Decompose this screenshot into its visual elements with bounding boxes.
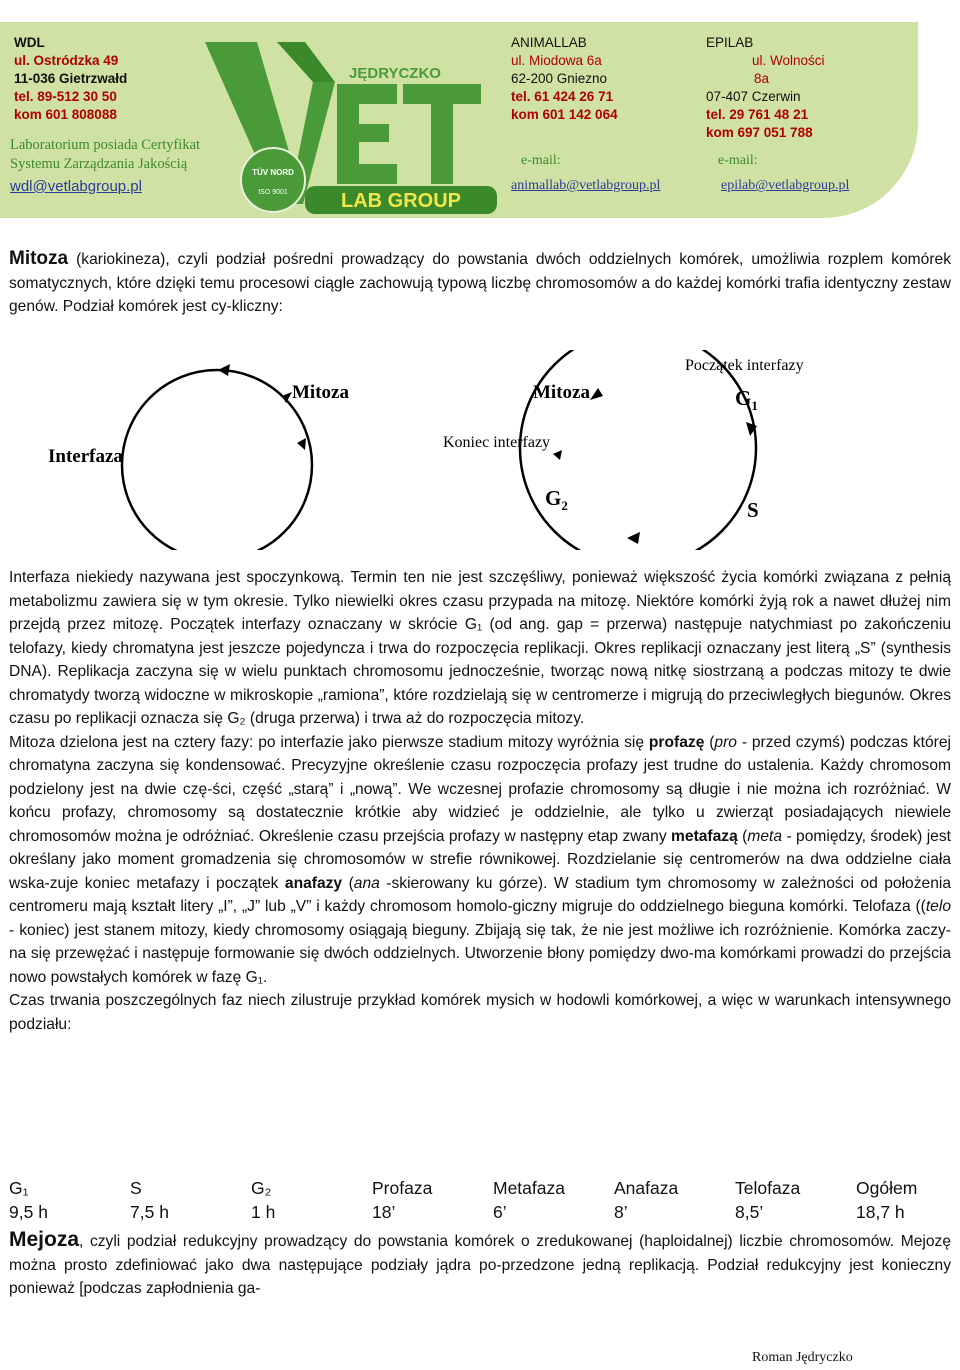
animallab-email-link[interactable]: animallab@vetlabgroup.pl: [511, 178, 661, 193]
paragraph-durations-intro: Czas trwania poszczególnych faz niech zilustruje przykład komórek mysich w hodowli komórkowej, a więc w warunkach intensywnego podziału:: [9, 992, 951, 1033]
logo-e-bottom: [337, 164, 397, 184]
phase-header: Metafaza: [493, 1178, 565, 1198]
left-arrow-top: [218, 364, 230, 376]
cert-line-1: Laboratorium posiada Certyfikat: [10, 137, 201, 153]
phase-header: G₂: [251, 1178, 272, 1198]
intro-text: (kariokineza), czyli podział pośredni prowadzący do powstania dwóch oddzielnych komórek, umożliwia rozplem komórek somatycznych, które dzięki temu procesowi ciągle zachowują typową liczbę chromosomów a do każdej komórki trafia identyczny zestaw genów. Podział komórek jest cy-kliczny:: [9, 251, 951, 315]
term-profaza: profazę: [648, 733, 705, 751]
phase-value: 6’: [493, 1202, 507, 1222]
wdl-email-link[interactable]: wdl@vetlabgroup.pl: [10, 178, 142, 195]
logo-t-stem: [431, 84, 453, 184]
epilab-street-number: 8a: [754, 71, 770, 86]
phase-value: 8’: [614, 1202, 628, 1222]
meiosis-paragraph: [9, 1228, 951, 1301]
term-metafaza: metafazą: [671, 827, 738, 845]
phase-header-row: [9, 1176, 960, 1200]
phase-header: Anafaza: [614, 1178, 679, 1198]
phase-duration-table: [9, 1176, 960, 1224]
animallab-street: ul. Miodowa 6a: [511, 53, 602, 68]
animallab-tel: tel. 61 424 26 71: [511, 89, 614, 104]
cert-line-2: Systemu Zarządzania Jakością: [10, 156, 188, 172]
logo-e-top: [337, 84, 397, 104]
left-arrow-right-lower: [297, 438, 306, 450]
right-arrow-mitoza: [590, 388, 603, 400]
tuv-badge-sub: ISO 9001: [258, 189, 288, 196]
term-anafaza: anafazy: [284, 874, 343, 892]
logo-brand-top: JĘDRYCZKO: [349, 65, 441, 82]
paragraph-mitosis-phases: Mitoza dzielona jest na cztery fazy: po interfazie jako pierwsze stadium mitozy wyróżnia się profazę (pro - przed czymś) podczas której chromatyna zaczyna się kondensować. Precyzyjne określenie czasu rozpoczęcia profazy jest trudne do ustalenia. Każdy chromosom podzielony jest na dwie czę-ści, część „starą” i „nową”. We wczesnej profazie chromosomy są długie i nie można ich rozróżniać. W końcu profazy, chromosomy są dostatecznie krótkie aby widzieć je oddzielnie, ale tylko u zwierząt posiadających niewiele chromosomów można je odróżniać. Określenie czasu przejścia profazy w następny etap zwany metafazą (meta - pomiędzy, środek) jest określany jako moment gromadzenia się chromosomów w strefie równikowej. Rozdzielanie się centromerów na dwa oddzielne ciała wska-zuje koniec metafazy i początek anafazy (ana -skierowany ku górze). W stadium tym chromosomy w zależności od położenia centromeru mają kształt litery „I”, „J” lub „V” i każdy chromosom homolo-giczny migruje do oddzielnego bieguna komórki. Telofaza ((telo - koniec) jest stanem mitozy, kiedy chromosomy osiągają bieguny. Zbijają się tak, że nie jest możliwe ich rozróżnienie. Komórka zaczy-na się przewężać i następuje formowanie się dwóch oddzielnych. Utworzenie błony pomiędzy dwo-ma komórkami prowadzi do przejścia nowo powstałych komórek w fazę G₁.: [9, 733, 952, 986]
phase-value: 1 h: [251, 1202, 276, 1222]
right-arrow-bottom: [627, 532, 640, 544]
diagram-label-interfaza: Interfaza: [48, 446, 123, 467]
wdl-kom: kom 601 808088: [14, 107, 117, 122]
wdl-tel: tel. 89-512 30 50: [14, 89, 117, 104]
epilab-email-label: e-mail:: [718, 153, 758, 168]
term-mitoza: Mitoza: [9, 248, 69, 269]
epilab-city: 07-407 Czerwin: [706, 89, 801, 104]
phase-header: G₁: [9, 1178, 29, 1198]
diagram-label-g2: $G_2$: [545, 486, 568, 513]
paragraph-interfaza: Interfaza niekiedy nazywana jest spoczynkową. Termin ten nie jest szczęśliwy, ponieważ większość życia komórki związana z pełnią metabolizmu zawiera się w tym okresie. Tylko niewielki okres czasu przypada na mitozę. Niektóre komórki żyją rok a nawet dłużej nim przejdą przez mitozę. Początek interfazy oznaczany w skrócie G₁ (od ang. gap = przerwa) następuje natychmiast po zakończeniu telofazy, kiedy chromatyna jest jeszcze pojedyncza i trwa do rozpoczęcia replikacji. Okres replikacji oznaczany jest literą „S” (synthesis DNA). Replikacja zaczyna się w wielu punktach chromosomu jednocześnie, tworząc nową nitkę siostrzaną a podczas mitozy te dwie chromatydy tworzą widoczne w mikroskopie „ramiona”, które rozdzielają się w centromerze i migrują do przeciwległych biegunów. Okres czasu po replikacji oznacza się G₂ (druga przerwa) i trwa aż do rozpoczęcia mitozy.: [9, 569, 951, 727]
phase-value: 18’: [372, 1202, 396, 1222]
wdl-address: [14, 34, 127, 124]
phase-header: Telofaza: [735, 1178, 801, 1198]
epilab-street: ul. Wolności: [752, 53, 825, 68]
animallab-city: 62-200 Gniezno: [511, 71, 608, 86]
phase-value: 8,5’: [735, 1202, 764, 1222]
animallab-email-label: e-mail:: [521, 153, 561, 168]
tuv-badge-text: TÜV NORD: [252, 168, 294, 177]
epilab-kom: kom 697 051 788: [706, 125, 813, 140]
wdl-city: 11-036 Gietrzwałd: [14, 71, 128, 86]
logo-v-accent: [277, 42, 335, 82]
diagram-label-mitoza-right: Mitoza: [533, 382, 590, 403]
main-text: [9, 566, 951, 1036]
diagram-label-mitoza-left: Mitoza: [292, 382, 349, 403]
epilab-name: EPILAB: [706, 35, 754, 50]
certificate-note: [10, 136, 200, 174]
diagram-label-s: S: [747, 498, 759, 522]
wdl-name: WDL: [14, 35, 45, 50]
epilab-address: [706, 34, 825, 142]
phase-value-row: [9, 1200, 960, 1224]
cell-cycle-diagram: [0, 350, 960, 550]
animallab-name: ANIMALLAB: [511, 35, 587, 50]
logo-brand-bottom: LAB GROUP: [341, 190, 461, 212]
animallab-kom: kom 601 142 064: [511, 107, 618, 122]
phase-value: 9,5 h: [9, 1202, 48, 1222]
diagram-label-end-interphase: Koniec interfazy: [443, 434, 551, 451]
author-signature: Roman Jędryczko: [752, 1350, 853, 1365]
diagram-label-g1: $G_1$: [735, 386, 758, 413]
tuv-badge-icon: [241, 148, 305, 212]
diagram-label-start-interphase: Początek interfazy: [685, 357, 804, 374]
phase-header: Ogółem: [856, 1178, 918, 1198]
meiosis-text: , czyli podział redukcyjny prowadzący do powstania komórek o zredukowanej (haploidalnej) liczbie chromosomów. Mejozę można prosto zdefiniować jako dwa następujące podziały jądra po-przedzone jedną replikacją. Podział redukcyjny jest konieczny ponieważ [podczas zapłodnienia ga-: [9, 1233, 951, 1297]
intro-paragraph: [9, 247, 951, 319]
animallab-address: [511, 34, 618, 124]
phase-header: S: [130, 1178, 142, 1198]
phase-header: Profaza: [372, 1178, 433, 1198]
phase-value: 7,5 h: [130, 1202, 169, 1222]
epilab-tel: tel. 29 761 48 21: [706, 107, 809, 122]
phase-value: 18,7 h: [856, 1202, 905, 1222]
logo-e-mid: [337, 124, 389, 142]
right-arrow-end: [553, 450, 562, 460]
wdl-street: ul. Ostródzka 49: [14, 53, 119, 68]
right-cycle-circle: [520, 350, 756, 550]
epilab-email-link[interactable]: epilab@vetlabgroup.pl: [721, 178, 850, 193]
term-mejoza: Mejoza: [9, 1228, 80, 1251]
vet-lab-group-logo: [185, 22, 505, 218]
